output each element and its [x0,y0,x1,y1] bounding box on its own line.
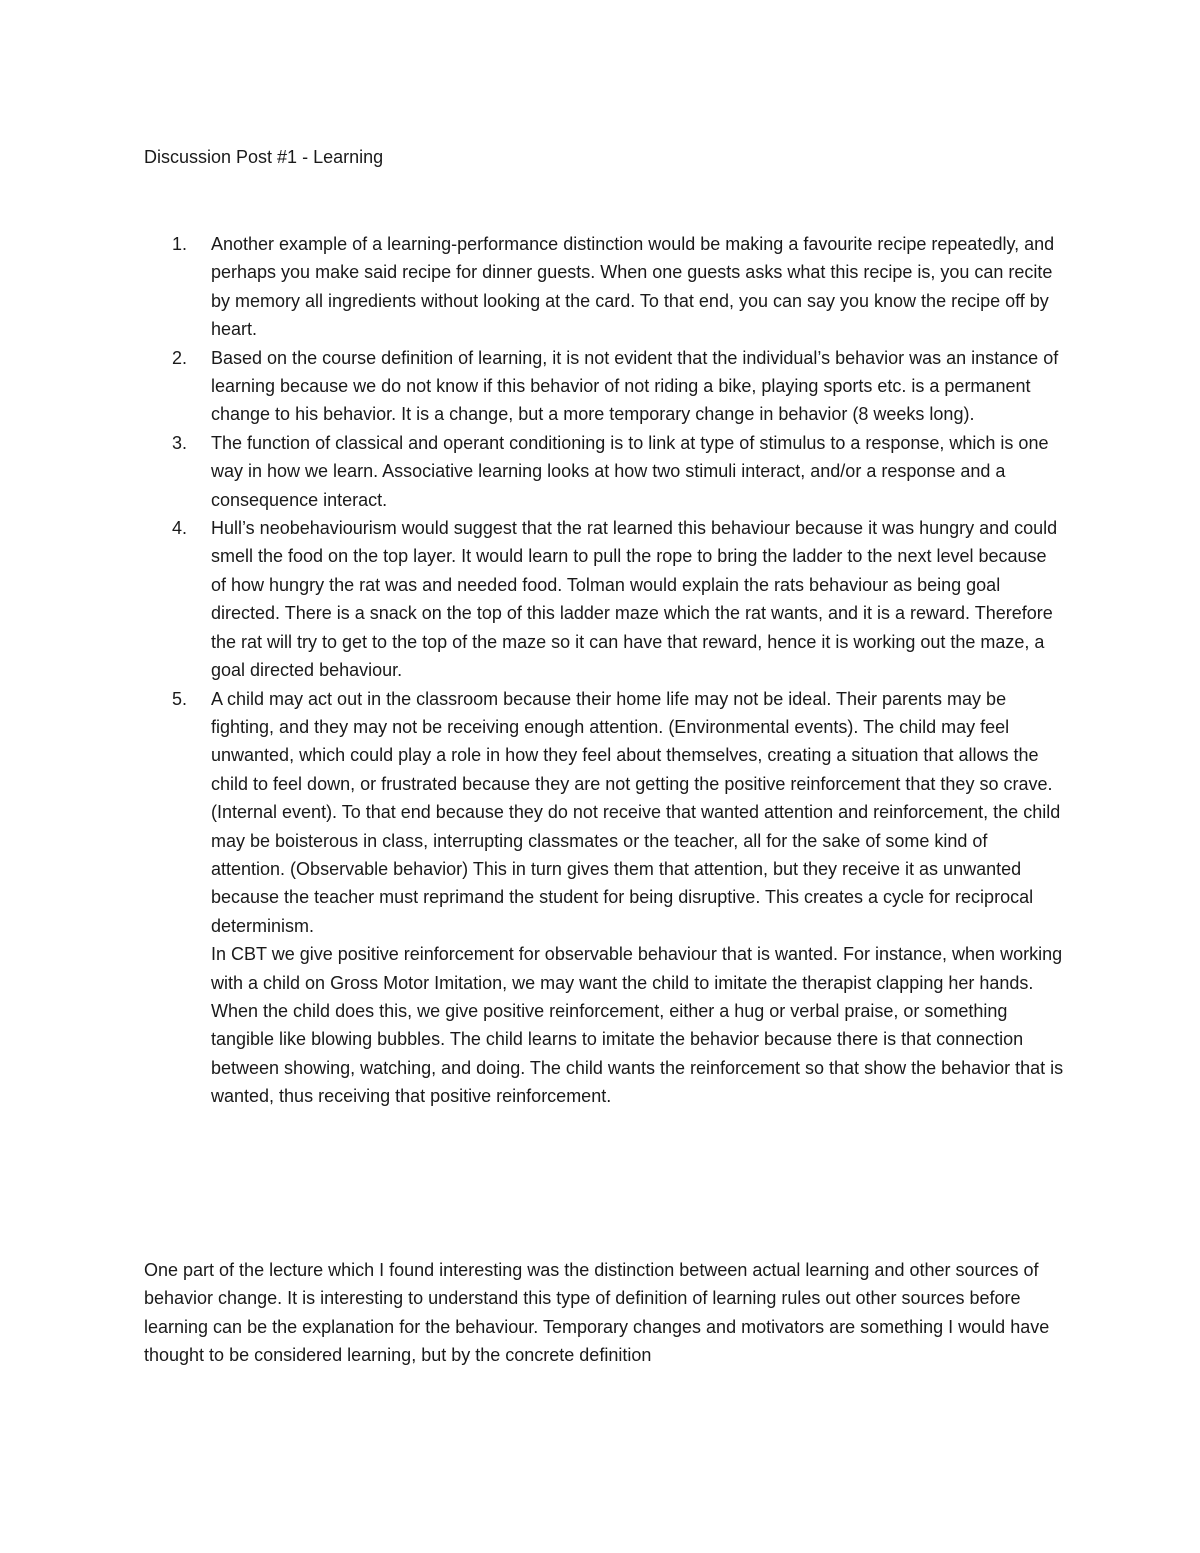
answer-text: Based on the course definition of learning, it is not evident that the individual’s behavior was an instance of learning because we do not know if this behavior of not riding a bike, playing sports etc. is a permanent change to his behavior. It is a change, but a more temporary change in behavior (8 weeks long). [211,347,1059,425]
answer-text: Hull’s neobehaviourism would suggest that the rat learned this behaviour because it was hungry and could smell the food on the top layer. It would learn to pull the rope to bring the ladder to the next level because of how hungry the rat was and needed food. Tolman would explain the rats behaviour as being goal directed. There is a snack on the top of this ladder maze which the rat wants, and it is a reward. Therefore the rat will try to get to the top of the maze so it can have that reward, hence it is working out the maze, a goal directed behaviour. [211,518,1058,681]
answer-number: 4. [172,518,188,539]
answer-item [144,344,1064,429]
answer-number: 1. [172,234,188,254]
answer-item [144,230,1064,344]
answer-text-continued: In CBT we give positive reinforcement for observable behaviour that is wanted. For instance, when working with a child on Gross Motor Imitation, we may want the child to imitate the therapist clapping her hands. When the child does this, we give positive reinforcement, either a hug or verbal praise, or something tangible like blowing bubbles. The child learns to imitate the behavior because there is that connection between showing, watching, and doing. The child wants the reinforcement so that show the behavior that is wanted, thus receiving that positive reinforcement. [211,944,1064,1107]
answer-item [144,429,1064,514]
answer-number: 2. [172,347,188,368]
closing-paragraph: One part of the lecture which I found interesting was the distinction between actual learning and other sources of behavior change. It is interesting to understand this type of definition of learning rules out other sources before learning can be the explanation for the behaviour. Temporary changes and motivators are something I would have thought to be considered learning, but by the concrete definition [144,1260,1050,1366]
answer-item [144,514,1064,684]
answer-list [144,230,1064,1111]
answer-text: The function of classical and operant conditioning is to link at type of stimulus to a response, which is one way in how we learn. Associative learning looks at how two stimuli interact, and/or a response and a consequence interact. [211,432,1049,510]
answer-item [144,685,1064,1111]
answer-text: Another example of a learning-performance distinction would be making a favourite recipe repeatedly, and perhaps you make said recipe for dinner guests. When one guests asks what this recipe is, you can recite by memory all ingredients without looking at the card. To that end, you can say you know the recipe off by heart. [211,234,1055,340]
answer-text: A child may act out in the classroom because their home life may not be ideal. Their parents may be fighting, and they may not be receiving enough attention. (Environmental events). The child may feel unwanted, which could play a role in how they feel about themselves, creating a situation that allows the child to feel down, or frustrated because they are not getting the positive reinforcement that they so crave. (Internal event). To that end because they do not receive that wanted attention and reinforcement, the child may be boisterous in class, interrupting classmates or the teacher, all for the sake of some kind of attention. (Observable behavior) This in turn gives them that attention, but they receive it as unwanted because the teacher must reprimand the student for being disruptive. This creates a cycle for reciprocal determinism. [211,688,1061,936]
answer-number: 5. [172,688,188,709]
answer-number: 3. [172,432,188,453]
document-title: Discussion Post #1 - Learning [144,147,384,167]
